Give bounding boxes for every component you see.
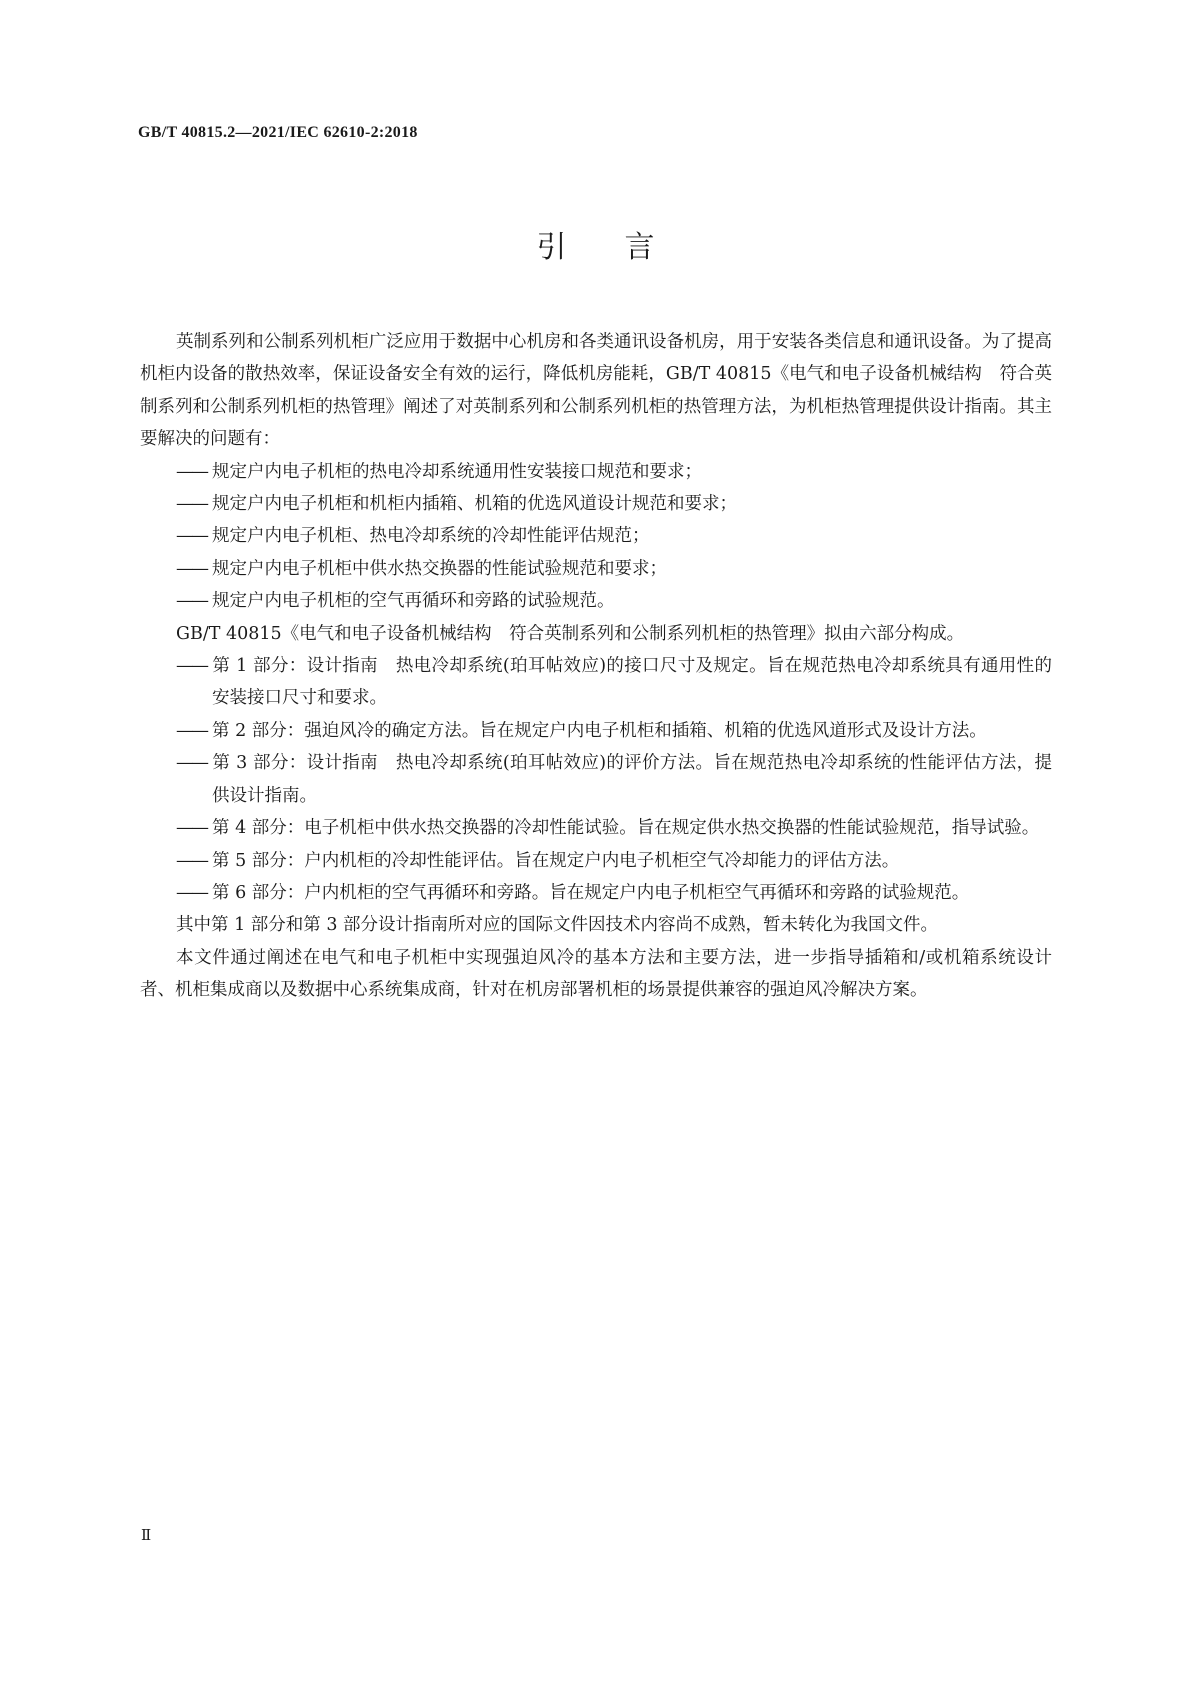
dash-mark: —— — [176, 753, 207, 774]
part-text: 第 2 部分：强迫风冷的确定方法。旨在规定户内电子机柜和插箱、机箱的优选风道形式及设计方法。 — [212, 720, 987, 741]
issue-text: 规定户内电子机柜和机柜内插箱、机箱的优选风道设计规范和要求； — [212, 494, 737, 515]
dash-mark: —— — [176, 850, 207, 871]
dash-mark: —— — [176, 558, 207, 579]
dash-mark: —— — [176, 882, 207, 903]
page-number: Ⅱ — [141, 1528, 152, 1544]
section-title: 引言 — [536, 230, 713, 265]
intro-paragraph-2: GB/T 40815《电气和电子设备机械结构 符合英制系列和公制系列机柜的热管理》拟由六部分构成。 — [176, 623, 965, 644]
standard-number-header: GB/T 40815.2—2021/IEC 62610-2:2018 — [138, 124, 418, 141]
dash-mark: —— — [176, 494, 207, 515]
intro-paragraph-4: 本文件通过阐述在电气和电子机柜中实现强迫风冷的基本方法和主要方法，进一步指导插箱和/或机箱系统设计者、机柜集成商以及数据中心系统集成商，针对在机房部署机柜的场景提供兼容的强迫风冷解决方案。 — [140, 947, 1052, 1001]
list-item — [140, 747, 1052, 812]
issue-text: 规定户内电子机柜的空气再循环和旁路的试验规范。 — [212, 591, 615, 612]
list-item — [140, 553, 1052, 585]
issue-text: 规定户内电子机柜的热电冷却系统通用性安装接口规范和要求； — [212, 461, 702, 482]
part-text: 第 4 部分：电子机柜中供水热交换器的冷却性能试验。旨在规定供水热交换器的性能试验规范，指导试验。 — [212, 818, 1040, 839]
list-item — [140, 877, 1052, 909]
list-item — [140, 812, 1052, 844]
part-text: 第 1 部分：设计指南 热电冷却系统(珀耳帖效应)的接口尺寸及规定。旨在规范热电冷却系统具有通用性的安装接口尺寸和要求。 — [212, 656, 1052, 709]
list-item — [140, 650, 1052, 715]
intro-paragraph-1: 英制系列和公制系列机柜广泛应用于数据中心机房和各类通讯设备机房，用于安装各类信息和通讯设备。为了提高机柜内设备的散热效率，保证设备安全有效的运行，降低机房能耗，GB/T 40815《电气和电子设备机械结构 符合英制系列和公制系列机柜的热管理》阐述了对英制系列和公制系列机柜的热管理方法，为机柜热管理提供设计指南。其主要解决的问题有： — [140, 332, 1052, 450]
intro-paragraph-3: 其中第 1 部分和第 3 部分设计指南所对应的国际文件因技术内容尚不成熟，暂未转化为我国文件。 — [176, 915, 939, 936]
dash-mark: —— — [176, 461, 207, 482]
part-text: 第 3 部分：设计指南 热电冷却系统(珀耳帖效应)的评价方法。旨在规范热电冷却系统的性能评估方法，提供设计指南。 — [212, 753, 1052, 806]
list-item — [140, 585, 1052, 617]
list-item — [140, 520, 1052, 552]
dash-mark: —— — [176, 720, 207, 741]
list-item — [140, 715, 1052, 747]
issue-text: 规定户内电子机柜中供水热交换器的性能试验规范和要求； — [212, 558, 667, 579]
issue-text: 规定户内电子机柜、热电冷却系统的冷却性能评估规范； — [212, 526, 650, 547]
parts-list — [140, 650, 1052, 909]
list-item — [140, 845, 1052, 877]
dash-mark: —— — [176, 591, 207, 612]
issue-list — [140, 456, 1052, 618]
dash-mark: —— — [176, 818, 207, 839]
list-item — [140, 488, 1052, 520]
part-text: 第 6 部分：户内机柜的空气再循环和旁路。旨在规定户内电子机柜空气再循环和旁路的试验规范。 — [212, 882, 970, 903]
dash-mark: —— — [176, 656, 207, 677]
introduction-body — [140, 326, 1052, 1007]
part-text: 第 5 部分：户内机柜的冷却性能评估。旨在规定户内电子机柜空气冷却能力的评估方法。 — [212, 850, 900, 871]
list-item — [140, 456, 1052, 488]
dash-mark: —— — [176, 526, 207, 547]
